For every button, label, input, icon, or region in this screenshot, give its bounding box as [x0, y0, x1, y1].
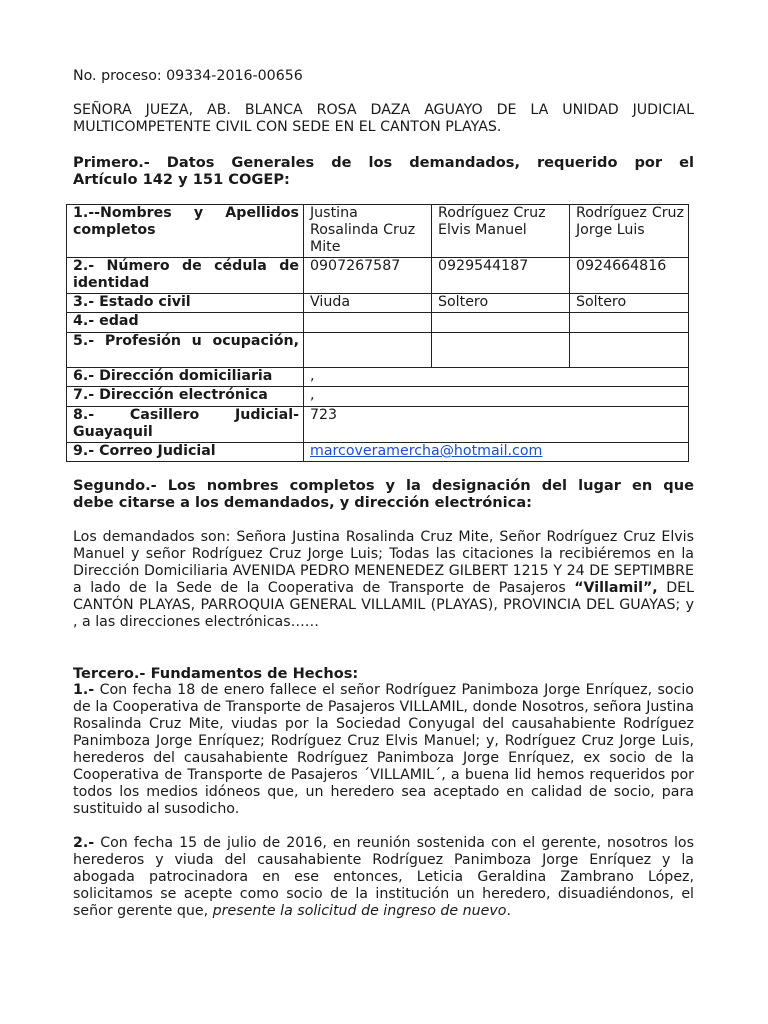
tercero-item-1	[73, 682, 694, 818]
addressee-line-1: SEÑORA JUEZA, AB. BLANCA ROSA DAZA AGUAYO DE LA UNIDAD JUDICIAL	[73, 102, 694, 118]
item-text: Con fecha 15 de julio de 2016, en reunión sostenida con el gerente, nosotros los herederos y viuda del causahabiente Rodríguez Panimboza Jorge Enríquez y la abogada patrocinadora en ese entonces, Leticia Geraldina Zambrano López, solicitamos se acepte como socio de la institución un heredero, disuadiéndonos, el señor gerente que,	[73, 835, 694, 919]
table-cell	[304, 313, 432, 333]
table-cell	[570, 313, 689, 333]
table-cell: Rodríguez Cruz Jorge Luis	[570, 205, 689, 258]
row-label: 5.- Profesión u ocupación,	[67, 333, 304, 368]
item-number: 2.-	[73, 835, 95, 851]
table-cell: ,	[304, 387, 689, 407]
email-link[interactable]: marcoveramercha@hotmail.com	[310, 443, 543, 459]
addressee-line-2: MULTICOMPETENTE CIVIL CON SEDE EN EL CANTON PLAYAS.	[73, 119, 502, 135]
row-label: 7.- Dirección electrónica	[67, 387, 304, 407]
table-cell: 0929544187	[432, 258, 570, 294]
table-row	[67, 205, 689, 258]
row-label: 3.- Estado civil	[67, 294, 304, 313]
item-text-end: .	[506, 903, 511, 919]
table-cell	[432, 333, 570, 368]
item-italic-text: presente la solicitud de ingreso de nuevo	[212, 903, 507, 919]
row-label: 2.- Número de cédula de identidad	[67, 258, 304, 294]
table-cell: Justina Rosalinda Cruz Mite	[304, 205, 432, 258]
table-cell	[304, 443, 689, 462]
table-cell: 0907267587	[304, 258, 432, 294]
segundo-text-a: Los demandados son: Señora Justina Rosalinda Cruz Mite, Señor Rodríguez Cruz Elvis Manuel y señor Rodríguez Cruz Jorge Luis; Todas las citaciones la recibiéremos en la Dirección Domiciliaria AVENIDA PEDRO MENENEDEZ GILBERT 1215 Y 24 DE SEPTIMBRE a lado de la Sede de la Cooperativa de Transporte de Pasajeros	[73, 529, 694, 596]
segundo-heading: Segundo.- Los nombres completos y la designación del lugar en que	[73, 477, 694, 494]
table-cell	[432, 313, 570, 333]
process-number: No. proceso: 09334-2016-00656	[73, 68, 303, 84]
table-cell: 723	[304, 407, 689, 443]
table-cell: Soltero	[432, 294, 570, 313]
row-label: 4.- edad	[67, 313, 304, 333]
segundo-heading-2: debe citarse a los demandados, y dirección electrónica:	[73, 494, 533, 511]
table-row	[67, 368, 689, 387]
item-text: Con fecha 18 de enero fallece el señor Rodríguez Panimboza Jorge Enríquez, socio de la Cooperativa de Transporte de Pasajeros VILLAMIL, donde Nosotros, señora Justina Rosalinda Cruz Mite, viudas por la Sociedad Conyugal del causahabiente Rodríguez Panimboza Jorge Enríquez; Rodríguez Cruz Elvis Manuel; y, Rodríguez Cruz Jorge Luis, herederos del causahabiente Rodríguez Panimboza Jorge Enríquez, ex socio de la Cooperativa de Transporte de Pasajeros ´VILLAMIL´, a buena lid hemos requeridos por todos los medios idóneos que, un heredero sea aceptado en calidad de socio, para sustituido al susodicho.	[73, 682, 694, 817]
table-cell: ,	[304, 368, 689, 387]
table-cell: Rodríguez Cruz Elvis Manuel	[432, 205, 570, 258]
row-label: 6.- Dirección domiciliaria	[67, 368, 304, 387]
table-row	[67, 333, 689, 368]
segundo-paragraph	[73, 529, 694, 631]
tercero-item-2	[73, 835, 694, 920]
table-cell	[570, 333, 689, 368]
table-row	[67, 258, 689, 294]
table-cell: Viuda	[304, 294, 432, 313]
row-label: 1.--Nombres y Apellidos completos	[67, 205, 304, 258]
segundo-text-b: DEL CANTÓN PLAYAS, PARROQUIA GENERAL VILLAMIL (PLAYAS), PROVINCIA DEL GUAYAS; y , a las direcciones electrónicas……	[73, 580, 694, 630]
defendants-table	[66, 204, 689, 462]
table-row	[67, 387, 689, 407]
table-cell: 0924664816	[570, 258, 689, 294]
segundo-text-bold: “Villamil”,	[574, 580, 658, 596]
row-label: 9.- Correo Judicial	[67, 443, 304, 462]
table-row	[67, 313, 689, 333]
row-label: 8.- Casillero Judicial-Guayaquil	[67, 407, 304, 443]
table-row	[67, 407, 689, 443]
tercero-heading: Tercero.- Fundamentos de Hechos:	[73, 665, 359, 682]
primero-heading: Primero.- Datos Generales de los demandados, requerido por el	[73, 154, 694, 171]
table-cell: Soltero	[570, 294, 689, 313]
table-cell	[304, 333, 432, 368]
table-row	[67, 443, 689, 462]
primero-heading-2: Artículo 142 y 151 COGEP:	[73, 171, 290, 188]
item-number: 1.-	[73, 682, 95, 698]
table-row	[67, 294, 689, 313]
